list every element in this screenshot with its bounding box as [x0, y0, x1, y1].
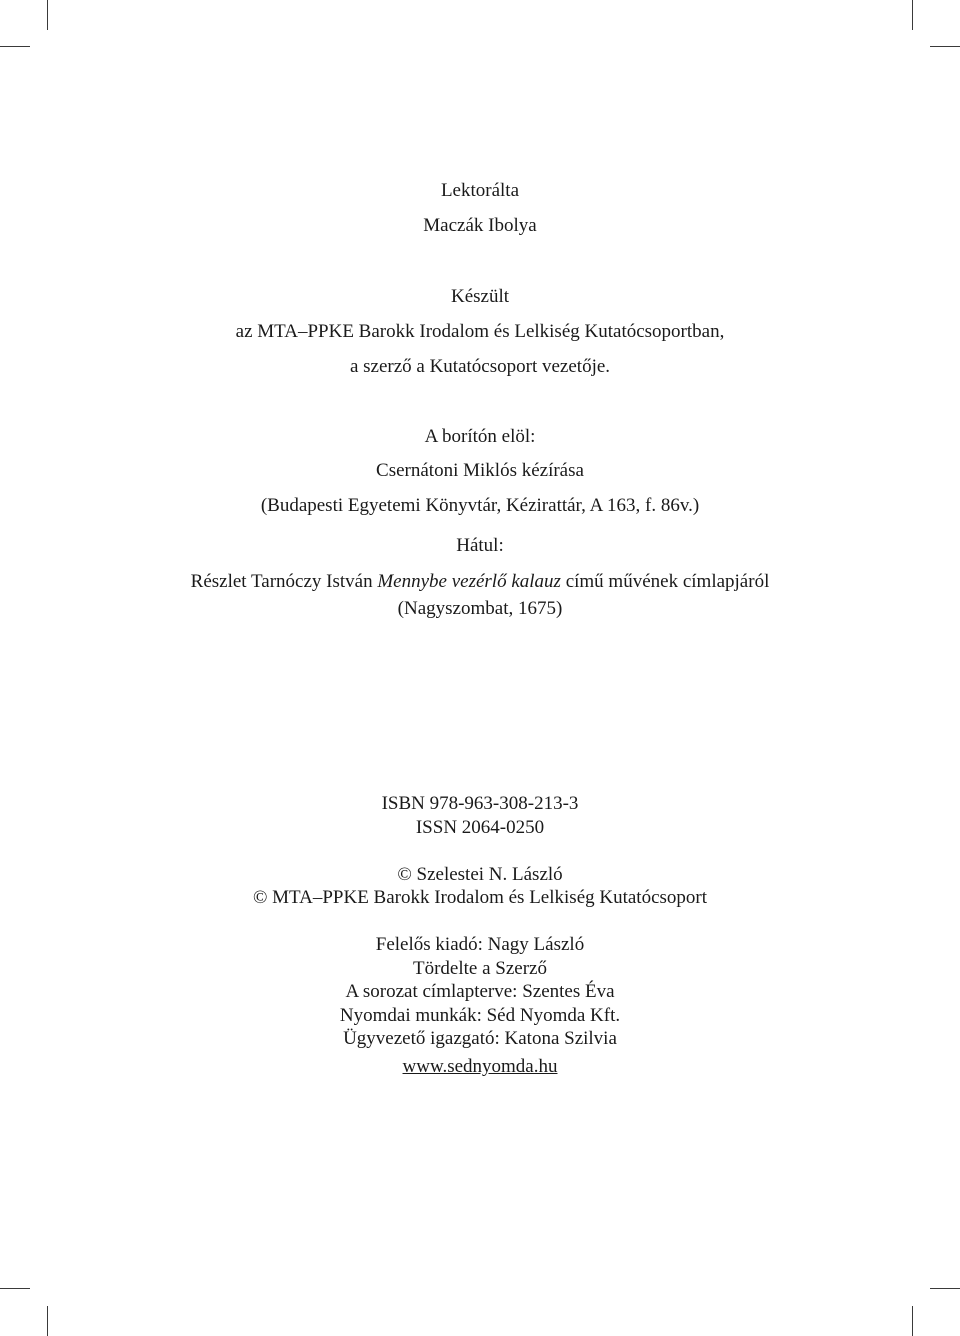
made-heading: Készült [450, 286, 510, 307]
credit-printing: Nyomdai munkák: Séd Nyomda Kft. [339, 1005, 621, 1026]
issn: ISSN 2064-0250 [415, 817, 545, 838]
credit-cover-design: A sorozat címlapterve: Szentes Éva [345, 981, 615, 1002]
cover-front-line-2: (Budapesti Egyetemi Könyvtár, Kézirattár, A 163, f. 86v.) [260, 495, 700, 516]
crop-mark-bottom-left-vertical [47, 1306, 48, 1336]
crop-mark-bottom-right-vertical [912, 1306, 913, 1336]
cover-back-line-2: (Nagyszombat, 1675) [397, 598, 563, 619]
cover-back-heading: Hátul: [456, 535, 504, 556]
cover-back-line-1 [0, 570, 960, 594]
credit-publisher: Felelős kiadó: Nagy László [375, 934, 585, 955]
website-line [0, 1055, 960, 1079]
made-line-1: az MTA–PPKE Barokk Irodalom és Lelkiség Kutatócsoportban, [235, 321, 725, 342]
copyright-group: © MTA–PPKE Barokk Irodalom és Lelkiség Kutatócsoport [252, 887, 708, 908]
cover-back-line-1-before: Részlet Tarnóczy István [190, 571, 378, 592]
crop-mark-bottom-left-horizontal [0, 1288, 30, 1289]
crop-mark-bottom-right-horizontal [930, 1288, 960, 1289]
copyright-author: © Szelestei N. László [397, 864, 563, 885]
book-title: Mennybe vezérlő kalauz [377, 571, 561, 592]
cover-front-line-1: Csernátoni Miklós kézírása [376, 460, 584, 481]
credit-director: Ügyvezető igazgató: Katona Szilvia [343, 1028, 617, 1049]
reviewer-heading: Lektorálta [440, 180, 520, 201]
website-link[interactable]: www.sednyomda.hu [402, 1056, 558, 1077]
cover-back-line-1-after: című művének címlapjáról [560, 571, 770, 592]
isbn: ISBN 978-963-308-213-3 [381, 793, 579, 814]
credit-typesetting: Tördelte a Szerző [413, 958, 547, 979]
crop-mark-top-left-horizontal [0, 46, 30, 47]
reviewer-name: Maczák Ibolya [423, 215, 537, 236]
crop-mark-top-right-horizontal [930, 46, 960, 47]
crop-mark-top-left-vertical [47, 0, 48, 30]
crop-mark-top-right-vertical [912, 0, 913, 30]
made-line-2: a szerző a Kutatócsoport vezetője. [349, 356, 611, 377]
cover-front-heading: A borítón elöl: [424, 426, 536, 447]
